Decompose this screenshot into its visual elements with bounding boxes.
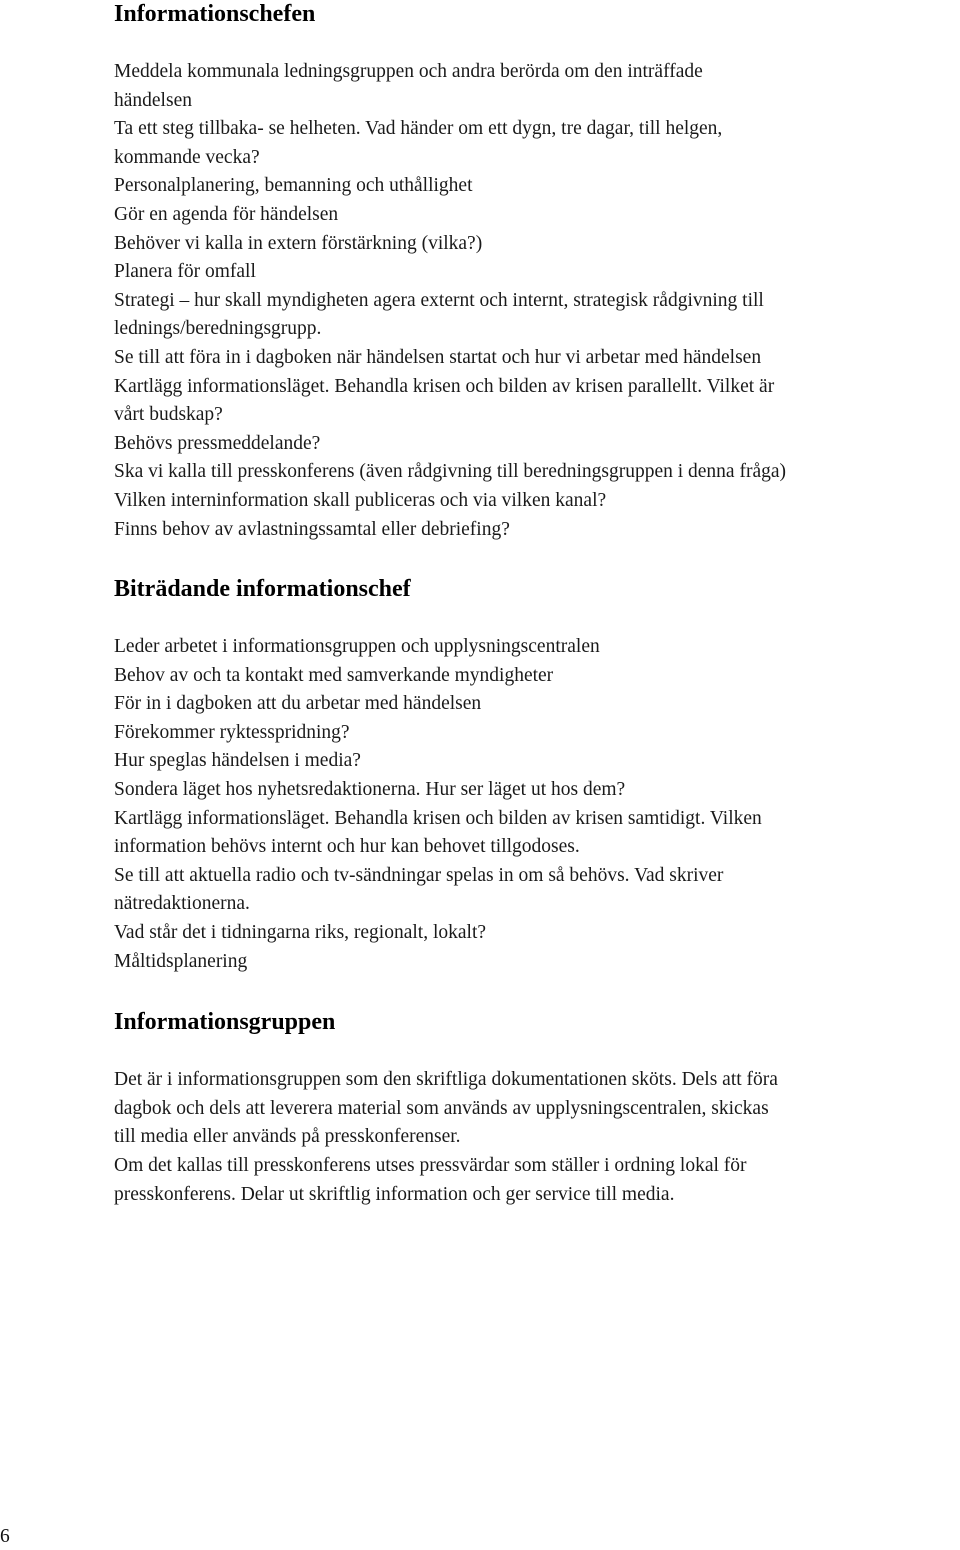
text-line: Ska vi kalla till presskonferens (även rådgivning till beredningsgruppen i denna fråga) bbox=[114, 461, 787, 483]
text-line: Behöver vi kalla in extern förstärkning (vilka?) bbox=[114, 232, 483, 254]
text-line: Det är i informationsgruppen som den skriftliga dokumentationen sköts. Dels att föra bbox=[114, 1069, 778, 1091]
text-line: Om det kallas till presskonferens utses pressvärdar som ställer i ordning lokal för bbox=[114, 1155, 747, 1176]
text-line: Strategi – hur skall myndigheten agera externt och internt, strategisk rådgivning till bbox=[114, 289, 764, 311]
text-line: Behov av och ta kontakt med samverkande myndigheter bbox=[114, 664, 554, 686]
text-line: Leder arbetet i informationsgruppen och upplysningscentralen bbox=[114, 636, 600, 658]
section-informationsgruppen bbox=[114, 1008, 944, 1209]
text-line: presskonferens. Delar ut skriftlig information och ger service till media. bbox=[114, 1183, 675, 1205]
text-line: kommande vecka? bbox=[114, 146, 260, 168]
text-line: Behövs pressmeddelande? bbox=[114, 432, 321, 454]
section-heading: Informationschefen bbox=[114, 1, 316, 27]
text-line: Kartlägg informationsläget. Behandla krisen och bilden av krisen parallellt. Vilket är bbox=[114, 375, 775, 397]
section-bitradande-informationschef bbox=[114, 575, 944, 976]
text-line: Kartlägg informationsläget. Behandla krisen och bilden av krisen samtidigt. Vilken bbox=[114, 807, 762, 829]
text-line: händelsen bbox=[114, 89, 192, 111]
section-heading: Biträdande informationschef bbox=[114, 576, 411, 603]
text-line: Sondera läget hos nyhetsredaktionerna. Hur ser läget ut hos dem? bbox=[114, 779, 626, 801]
text-line: dagbok och dels att leverera material som används av upplysningscentralen, skickas bbox=[114, 1097, 769, 1119]
text-line: lednings/beredningsgrupp. bbox=[114, 318, 322, 340]
text-line: Meddela kommunala ledningsgruppen och andra berörda om den inträffade bbox=[114, 61, 703, 82]
text-line: Ta ett steg tillbaka- se helheten. Vad händer om ett dygn, tre dagar, till helgen, bbox=[114, 118, 723, 140]
text-line: information behövs internt och hur kan behovet tillgodoses. bbox=[114, 836, 580, 858]
text-line: Planera för omfall bbox=[114, 261, 256, 283]
section-lines bbox=[114, 633, 944, 976]
section-lines bbox=[114, 58, 944, 544]
text-line: Gör en agenda för händelsen bbox=[114, 203, 339, 225]
text-line: Se till att föra in i dagboken när händelsen startat och hur vi arbetar med händelsen bbox=[114, 346, 762, 368]
text-line: vårt budskap? bbox=[114, 404, 223, 426]
section-heading: Informationsgruppen bbox=[114, 1009, 336, 1036]
text-line: Personalplanering, bemanning och uthållighet bbox=[114, 175, 473, 197]
section-informationschefen bbox=[114, 0, 944, 544]
text-line: nätredaktionerna. bbox=[114, 893, 250, 915]
text-line: Hur speglas händelsen i media? bbox=[114, 750, 361, 772]
page-number: 6 bbox=[0, 1526, 10, 1547]
text-line: För in i dagboken att du arbetar med händelsen bbox=[114, 693, 482, 715]
text-line: Vad står det i tidningarna riks, regionalt, lokalt? bbox=[114, 922, 487, 944]
text-line: Vilken interninformation skall publiceras och via vilken kanal? bbox=[114, 489, 607, 511]
text-line: Se till att aktuella radio och tv-sändningar spelas in om så behövs. Vad skriver bbox=[114, 864, 724, 886]
document-page bbox=[114, 0, 944, 1209]
text-line: till media eller används på presskonferenser. bbox=[114, 1126, 461, 1148]
text-line: Förekommer ryktesspridning? bbox=[114, 721, 350, 743]
section-lines bbox=[114, 1066, 944, 1209]
text-line: Måltidsplanering bbox=[114, 950, 248, 972]
text-line: Finns behov av avlastningssamtal eller debriefing? bbox=[114, 518, 510, 540]
